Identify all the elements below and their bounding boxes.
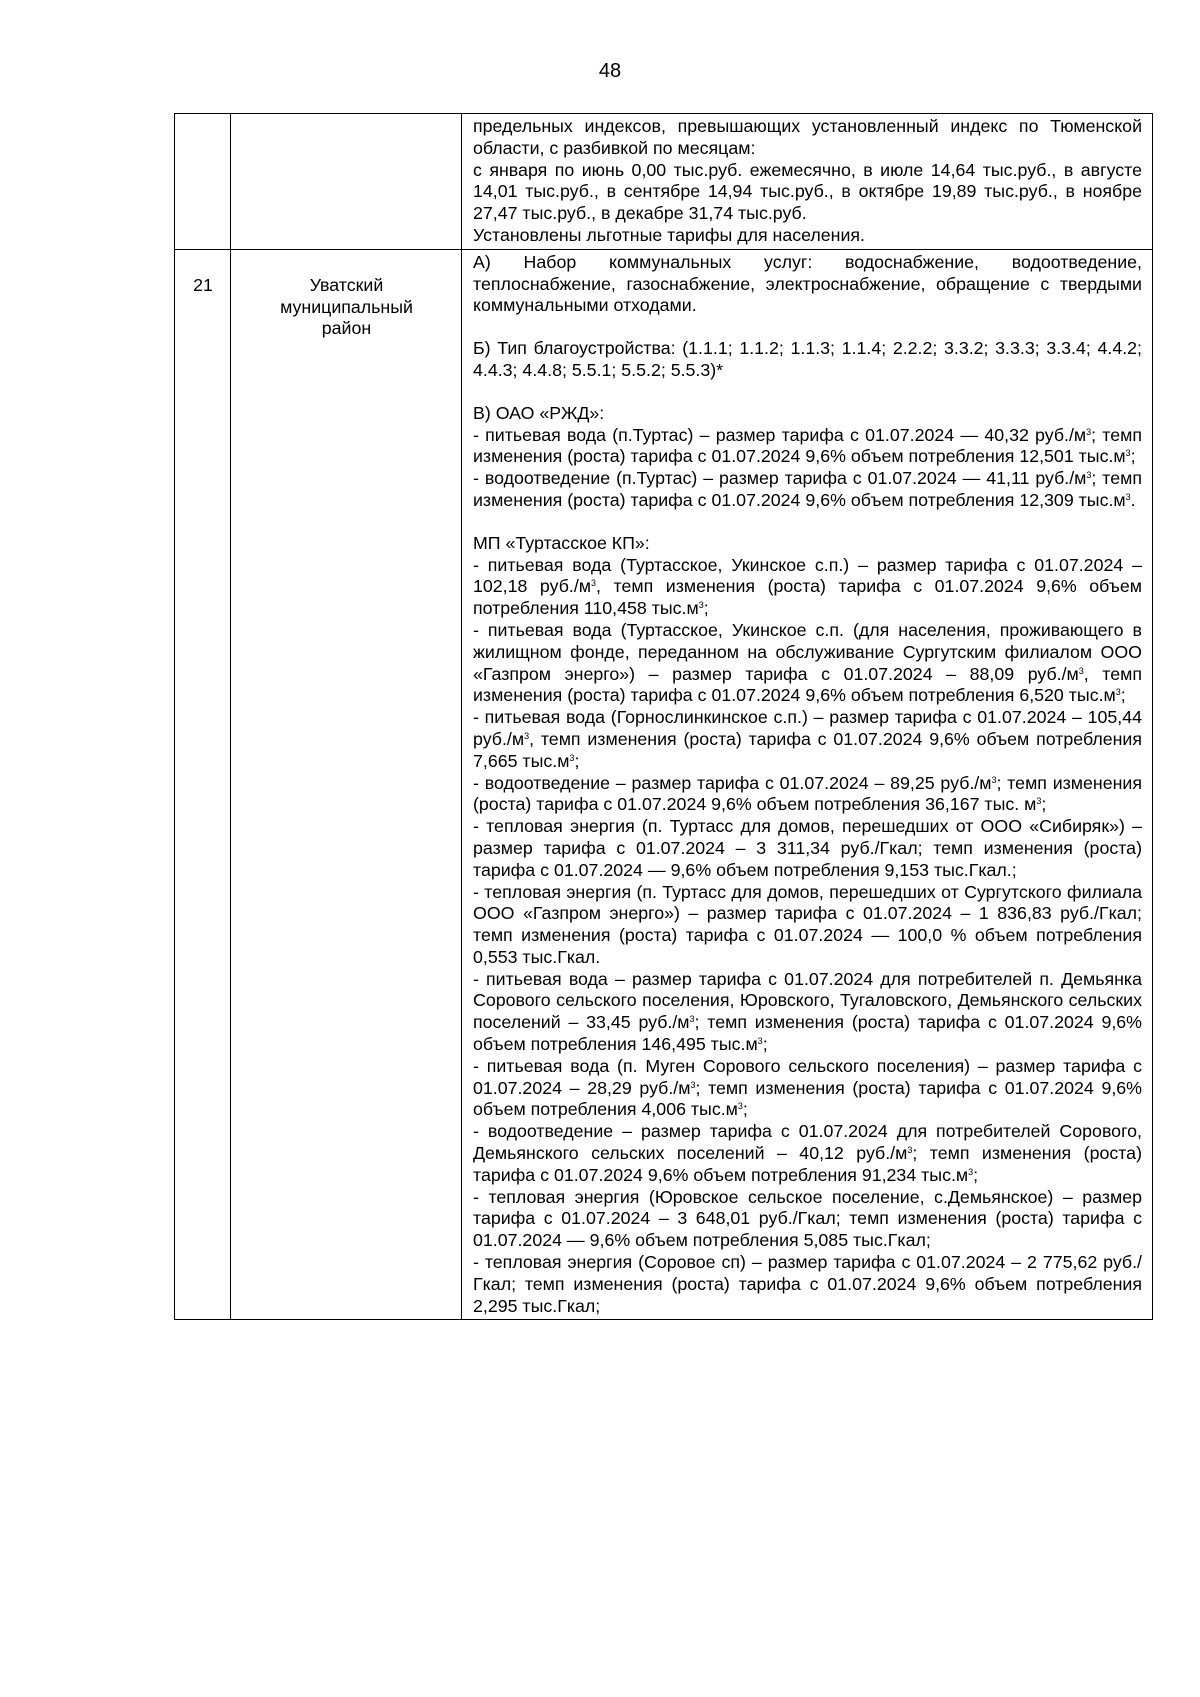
tariff-text: ;	[1120, 685, 1126, 706]
section-title-mp: МП «Туртасское КП»:	[473, 532, 650, 553]
tariff-item	[473, 816, 1142, 881]
tariff-text: - водоотведение (п.Туртас) – размер тарифа с 01.07.2024 — 41,11 руб./м	[473, 468, 1087, 489]
content-cell	[462, 249, 1153, 1320]
tariff-text: - тепловая энергия (Юровское сельское поселение, с.Демьянское) – размер тарифа с 01.07.2024 – 3 648,01 руб./Гкал; темп изменения (роста) тарифа с 01.07.2024 — 9,6% объем потребления 5,085 тыс.Гкал;	[473, 1186, 1142, 1251]
cubic-superscript: 3	[968, 1166, 974, 1177]
tariff-text: ;	[574, 750, 580, 771]
cubic-superscript: 3	[1086, 426, 1092, 437]
tariff-text: - водоотведение – размер тарифа с 01.07.2024 для потребителей Сорового, Демьянского сельских поселений – 40,12 руб./м	[473, 1121, 1142, 1164]
paragraph: с января по июнь 0,00 тыс.руб. ежемесячно, в июле 14,64 тыс.руб., в августе 14,01 тыс.руб., в сентябре 14,94 тыс.руб., в октябре 19,89 тыс.руб., в ноябре 27,47 тыс.руб., в декабре 31,74 тыс.руб.	[473, 159, 1142, 224]
tariff-item	[473, 707, 1142, 772]
cubic-superscript: 3	[907, 1145, 913, 1156]
cubic-superscript: 3	[1036, 796, 1042, 807]
cubic-superscript: 3	[1115, 687, 1121, 698]
page-number: 48	[598, 60, 622, 82]
row-number-cell	[175, 114, 231, 250]
services-set: А) Набор коммунальных услуг: водоснабжение, водоотведение, теплоснабжение, газоснабжение, электроснабжение, обращение с твердыми коммунальными отходами.	[473, 251, 1142, 316]
district-cell	[231, 114, 462, 250]
cubic-superscript: 3	[991, 774, 997, 785]
tariff-text: ;	[1130, 446, 1136, 467]
tariff-text: - тепловая энергия (п. Туртасс для домов, перешедших от Сургутского филиала ООО «Газпром энерго») – размер тарифа с 01.07.2024 – 1 836,83 руб./Гкал; темп изменения (роста) тарифа с 01.07.2024 — 100,0 % объем потребления 0,553 тыс.Гкал.	[473, 881, 1142, 967]
tariff-text: - водоотведение – размер тарифа с 01.07.2024 – 89,25 руб./м	[473, 772, 992, 793]
tariff-text: - тепловая энергия (Соровое сп) – размер тарифа с 01.07.2024 – 2 775,62 руб./Гкал; темп изменения (роста) тарифа с 01.07.2024 9,6% объем потребления 2,295 тыс.Гкал;	[473, 1252, 1142, 1316]
paragraph: Установлены льготные тарифы для населения.	[473, 224, 865, 245]
tariff-item	[473, 1056, 1142, 1121]
tariff-item	[473, 620, 1142, 707]
tariff-text: ;	[742, 1099, 748, 1120]
tariff-table	[174, 113, 1153, 1320]
tariff-text: - питьевая вода (п.Туртас) – размер тарифа с 01.07.2024 — 40,32 руб./м	[473, 424, 1087, 445]
tariff-text: .	[1130, 489, 1136, 510]
section-title-rzd: В) ОАО «РЖД»:	[473, 402, 605, 423]
tariff-item	[473, 1187, 1142, 1252]
district-line: район	[321, 318, 372, 339]
tariff-item	[473, 468, 1142, 512]
cubic-superscript: 3	[524, 730, 530, 741]
tariff-text: ;	[703, 598, 709, 619]
tariff-item	[473, 969, 1142, 1056]
tariff-text: ; темп изменения (роста) тарифа с 01.07.2024 9,6% объем потребления 146,495 тыс.м	[473, 1012, 1142, 1055]
tariff-text: ;	[973, 1164, 979, 1185]
tariff-text: ; темп изменения (роста) тарифа с 01.07.2024 9,6% объем потребления 12,501 тыс.м	[473, 424, 1142, 467]
cubic-superscript: 3	[1086, 470, 1092, 481]
tariff-text: , темп изменения (роста) тарифа с 01.07.2024 9,6% объем потребления 6,520 тыс.м	[473, 663, 1142, 706]
tariff-text: - питьевая вода (п. Муген Сорового сельского поселения) – размер тарифа с 01.07.2024 – 28,29 руб./м	[473, 1055, 1142, 1098]
district-line: Уватский	[309, 274, 384, 295]
tariff-text: - питьевая вода – размер тарифа с 01.07.2024 для потребителей п. Демьянка Сорового сельского поселения, Юровского, Тугаловского, Демьянского сельских поселений – 33,45 руб./м	[473, 968, 1142, 1033]
cubic-superscript: 3	[591, 578, 597, 589]
tariff-text: - питьевая вода (Туртасское, Укинское с.п. (для населения, проживающего в жилищном фонде, переданном на обслуживание Сургутским филиалом ООО «Газпром энерго») – размер тарифа с 01.07.2024 – 88,09 руб./м	[473, 619, 1142, 684]
tariff-text: ;	[1041, 794, 1047, 815]
tariff-item	[473, 773, 1142, 817]
tariff-item	[473, 1121, 1142, 1186]
tariff-text: - питьевая вода (Туртасское, Укинское с.п.) – размер тарифа с 01.07.2024 – 102,18 руб./м	[473, 554, 1142, 597]
district-line: муниципальный	[280, 296, 413, 317]
tariff-text: , темп изменения (роста) тарифа с 01.07.2024 9,6% объем потребления 7,665 тыс.м	[473, 728, 1142, 771]
tariff-text: ;	[762, 1034, 768, 1055]
table-row-21	[175, 249, 1153, 1320]
tariff-text: ; темп изменения (роста) тарифа с 01.07.2024 9,6% объем потребления 91,234 тыс.м	[473, 1143, 1142, 1185]
district-name	[231, 249, 462, 1320]
cubic-superscript: 3	[1125, 448, 1131, 459]
cubic-superscript: 3	[690, 1079, 696, 1090]
tariff-item	[473, 555, 1142, 620]
cubic-superscript: 3	[1125, 491, 1131, 502]
tariff-item	[473, 882, 1142, 969]
tariff-text: ; темп изменения (роста) тарифа с 01.07.2024 9,6% объем потребления 36,167 тыс. м	[473, 772, 1142, 815]
tariff-text: ; темп изменения (роста) тарифа с 01.07.2024 9,6% объем потребления 4,006 тыс.м	[473, 1077, 1142, 1120]
tariff-item	[473, 1252, 1142, 1317]
paragraph: предельных индексов, превышающих установленный индекс по Тюменской области, с разбивкой по месяцам:	[473, 116, 1142, 158]
cubic-superscript: 3	[569, 752, 575, 763]
row-number: 21	[175, 249, 231, 1320]
cubic-superscript: 3	[698, 600, 704, 611]
tariff-text: , темп изменения (роста) тарифа с 01.07.2024 9,6% объем потребления 110,458 тыс.м	[473, 576, 1142, 619]
mp-items	[473, 555, 1142, 1318]
cubic-superscript: 3	[757, 1036, 763, 1047]
improvement-type: Б) Тип благоустройства: (1.1.1; 1.1.2; 1.1.3; 1.1.4; 2.2.2; 3.3.2; 3.3.3; 3.3.4; 4.4.2; 4.4.3; 4.4.8; 5.5.1; 5.5.2; 5.5.3)*	[473, 338, 1142, 380]
cubic-superscript: 3	[737, 1101, 743, 1112]
tariff-text: - питьевая вода (Горнослинкинское с.п.) – размер тарифа с 01.07.2024 – 105,44 руб./м	[473, 707, 1142, 749]
rzd-items	[473, 425, 1142, 512]
tariff-item	[473, 425, 1142, 469]
content-cell	[462, 114, 1153, 250]
tariff-text: - тепловая энергия (п. Туртасс для домов, перешедших от ООО «Сибиряк») – размер тарифа с 01.07.2024 – 3 311,34 руб./Гкал; темп изменения (роста) тарифа с 01.07.2024 — 9,6% объем потребления 9,153 тыс.Гкал.;	[473, 816, 1142, 880]
tariff-text: ; темп изменения (роста) тарифа с 01.07.2024 9,6% объем потребления 12,309 тыс.м	[473, 468, 1142, 510]
cubic-superscript: 3	[1078, 665, 1084, 676]
cubic-superscript: 3	[689, 1014, 695, 1025]
table-row-continued	[175, 114, 1153, 250]
